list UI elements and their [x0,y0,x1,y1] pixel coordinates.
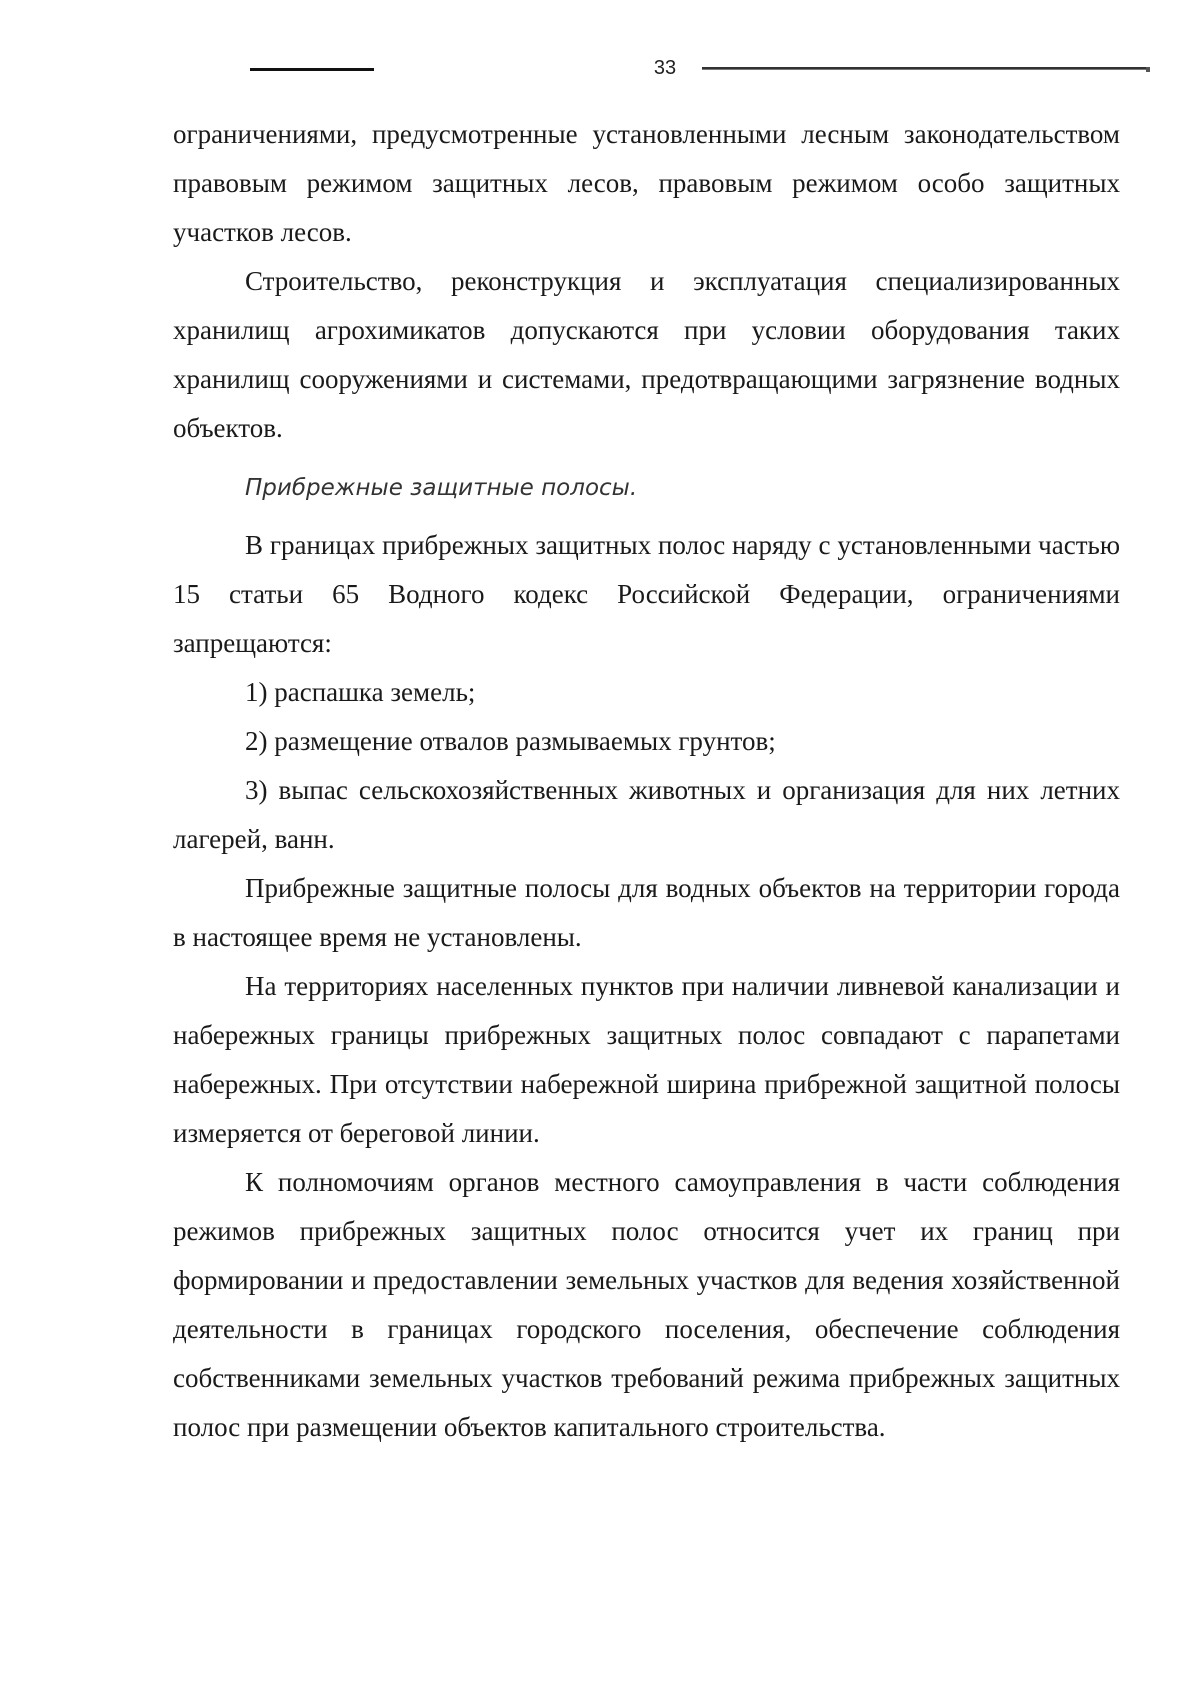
paragraph-storage-facilities: Строительство, реконструкция и эксплуатация специализированных хранилищ агрохимикатов допускаются при условии оборудования таких хранилищ сооружениями и системами, предотвращающими загрязнение водных объектов. [173,266,1120,443]
paragraph-settlements: На территориях населенных пунктов при наличии ливневой канализации и набережных границы прибрежных защитных полос совпадают с парапетами набережных. При отсутствии набережной ширина прибрежной защитной полосы измеряется от береговой линии. [173,971,1120,1148]
list-item-3: 3) выпас сельскохозяйственных животных и организация для них летних лагерей, ванн. [173,775,1120,854]
document-body [173,110,1120,1452]
paragraph-restrictions-intro: В границах прибрежных защитных полос наряду с установленными частью 15 статьи 65 Водного кодекс Российской Федерации, ограничениями запрещаются: [173,530,1120,658]
paragraph-local-authority: К полномочиям органов местного самоуправления в части соблюдения режимов прибрежных защитных полос относится учет их границ при формировании и предоставлении земельных участков для ведения хозяйственной деятельности в границах городского поселения, обеспечение соблюдения собственниками земельных участков требований режима прибрежных защитных полос при размещении объектов капитального строительства. [173,1167,1120,1442]
paragraph-continued: ограничениями, предусмотренные установленными лесным законодательством правовым режимом защитных лесов, правовым режимом особо защитных участков лесов. [173,119,1120,247]
section-heading: Прибрежные защитные полосы. [245,475,638,501]
list-item-1: 1) распашка земель; [245,677,476,707]
paragraph-not-established: Прибрежные защитные полосы для водных объектов на территории города в настоящее время не установлены. [173,873,1120,952]
header-rule-left [250,68,374,71]
list-item-2: 2) размещение отвалов размываемых грунтов; [245,726,776,756]
page-header [0,0,1200,100]
header-rule-right [702,67,1150,70]
page-number: 33 [653,57,677,79]
